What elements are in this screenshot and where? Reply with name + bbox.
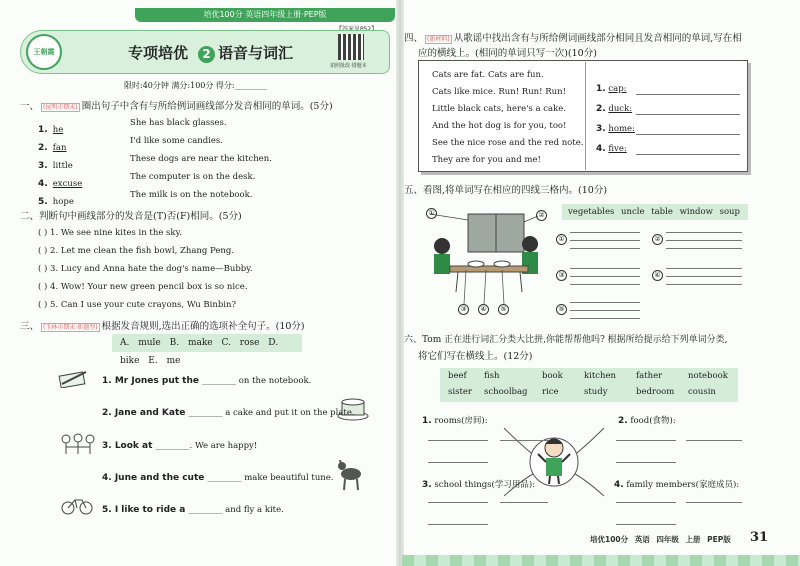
- item-number: 2.: [618, 416, 628, 426]
- section2-sentence: 1. We see nine kites in the sky.: [50, 228, 182, 238]
- tom-character-picture: [494, 408, 614, 514]
- title-part-b: 语音与词汇: [218, 44, 294, 62]
- section5-word-bank: vegetables uncle table window soup: [562, 204, 748, 220]
- poem-line: They are for you and me!: [432, 155, 541, 165]
- four-line-grid-line[interactable]: [666, 276, 742, 277]
- page-title: [128, 42, 293, 63]
- section2-row: [38, 282, 248, 292]
- section3-sentence: [102, 473, 334, 483]
- example-word: fan: [52, 143, 67, 153]
- four-line-grid-line: [666, 232, 742, 233]
- answer-line[interactable]: [616, 502, 676, 503]
- category-name: family members(家庭成员):: [626, 480, 740, 490]
- category-name: school things(学习用品):: [434, 480, 536, 490]
- item-number: 1.: [596, 84, 606, 94]
- item-number: 5.: [38, 197, 48, 207]
- item-number: 2.: [596, 104, 606, 114]
- answer-line[interactable]: [616, 524, 676, 525]
- section2-row: [38, 228, 182, 238]
- sentence-pre: 5. I like to ride a: [102, 505, 189, 515]
- answer-line[interactable]: [428, 440, 488, 441]
- example-word: five:: [608, 144, 627, 154]
- page-number: 31: [750, 530, 769, 545]
- sentence-post: make beautiful tune.: [241, 473, 334, 483]
- answer-line[interactable]: [428, 524, 488, 525]
- four-line-grid-line[interactable]: [570, 276, 640, 277]
- section6-title-line1: 六、Tom 正在进行词汇分类大比拼,你能帮帮他吗? 根据所给提示给下列单词分类,: [404, 335, 728, 345]
- section3-instructions: 根据发音规则,选出正确的选项补全句子。(10分): [101, 321, 305, 332]
- top-banner: 培优100分 英语四年级上册·PEP版: [135, 8, 395, 22]
- word-bank-word: rice: [542, 387, 559, 397]
- section1-title: [20, 98, 333, 112]
- section1-sentence[interactable]: I'd like some candies.: [130, 136, 223, 146]
- answer-paren[interactable]: ( ): [38, 264, 48, 274]
- answer-line[interactable]: [686, 440, 742, 441]
- section3-source-tag: (玉林市期末·新题型): [43, 324, 98, 331]
- answer-line[interactable]: [636, 94, 740, 95]
- brand-logo: 王朝霞: [26, 34, 62, 70]
- section4-word: [596, 124, 635, 134]
- poem-line: And the hot dog is for you, too!: [432, 121, 567, 131]
- category-label: [618, 414, 676, 426]
- four-line-grid-line[interactable]: [666, 240, 742, 241]
- qr-caption: 拍照批改·错题本: [330, 63, 367, 69]
- category-label: [614, 478, 739, 490]
- four-line-grid-line: [570, 248, 640, 249]
- section3-number: 三、: [20, 321, 40, 332]
- section4-number: 四、: [404, 33, 424, 44]
- picture-label-5: ⑤: [498, 304, 509, 315]
- section3-sentence: [102, 376, 311, 386]
- section1-number: 一、: [20, 101, 40, 112]
- word-bank-word: schoolbag: [484, 387, 528, 397]
- category-name: rooms(房间):: [434, 416, 488, 426]
- four-line-grid-line: [666, 284, 742, 285]
- section1-item: [38, 135, 66, 154]
- picture-label-3: ③: [458, 304, 469, 315]
- section4-title-line1: [404, 30, 742, 44]
- poem-line: See the nice rose and the red note.: [432, 138, 584, 148]
- item-number: 2.: [38, 143, 48, 153]
- answer-line[interactable]: [428, 462, 488, 463]
- blank[interactable]: ________: [202, 376, 237, 386]
- answer-line[interactable]: [500, 440, 548, 441]
- answer-paren[interactable]: ( ): [38, 246, 48, 256]
- section1-item: [38, 171, 82, 190]
- word-bank-word: fish: [484, 371, 500, 381]
- sentence-post: a cake and put it on the plate.: [222, 408, 355, 418]
- answer-paren[interactable]: ( ): [38, 300, 48, 310]
- picture-label-4: ④: [478, 304, 489, 315]
- answer-line[interactable]: [616, 440, 676, 441]
- category-name: food(食物):: [630, 416, 676, 426]
- sentence-post: . We are happy!: [189, 441, 258, 451]
- four-line-grid-line: [570, 232, 640, 233]
- example-word: cap:: [608, 84, 627, 94]
- section2-sentence: 4. Wow! Your new green pencil box is so nice.: [50, 282, 248, 292]
- sentence-post: and fly a kite.: [222, 505, 284, 515]
- answer-line[interactable]: [500, 502, 548, 503]
- answer-line[interactable]: [686, 502, 742, 503]
- section3-sentence: [102, 408, 355, 418]
- blank[interactable]: ________: [188, 408, 223, 418]
- sentence-post: on the notebook.: [236, 376, 312, 386]
- time-score-line: 限时:40分钟 满分:100分 得分:________: [124, 81, 267, 90]
- book-spine: [396, 0, 404, 566]
- section4-title-line2: 应的横线上。(相同的单词只写一次)(10分): [418, 48, 597, 59]
- section2-row: [38, 264, 253, 274]
- picture-label-1: ①: [426, 208, 437, 219]
- item-number: 3.: [596, 124, 606, 134]
- sentence-pre: 4. June and the cute: [102, 473, 208, 483]
- answer-paren[interactable]: ( ): [38, 282, 48, 292]
- item-number: 3.: [422, 480, 432, 490]
- section2-title: 二、判断句中画线部分的发音是(T)否(F)相同。(5分): [20, 211, 242, 222]
- section6-title-line2: 将它们写在横线上。(12分): [418, 351, 533, 362]
- blank[interactable]: ________: [155, 441, 190, 451]
- section2-row: [38, 300, 236, 310]
- title-part-a: 专项培优: [128, 44, 189, 62]
- word-bank-word: father: [636, 371, 663, 381]
- example-word: he: [52, 125, 64, 135]
- section4-source-tag: (新材料): [427, 36, 450, 43]
- answer-line[interactable]: [616, 462, 676, 463]
- four-line-grid-line[interactable]: [570, 310, 640, 311]
- four-line-grid-line: [666, 268, 742, 269]
- item-number: 1.: [38, 125, 48, 135]
- decorative-border: [402, 555, 800, 566]
- word-bank-word: beef: [448, 371, 467, 381]
- picture-label-2: ②: [536, 210, 547, 221]
- section1-item: [38, 117, 63, 136]
- four-line-grid-line[interactable]: [570, 240, 640, 241]
- answer-line[interactable]: [636, 114, 740, 115]
- answer-line[interactable]: [428, 502, 488, 503]
- answer-label-3: ③: [556, 270, 567, 281]
- section4-instructions: 从歌谣中找出含有与所给例词画线部分相同且发音相同的单词,写在相: [453, 33, 742, 44]
- notebook-pen-icon: [58, 368, 90, 388]
- example-word: duck:: [608, 104, 633, 114]
- section1-instructions: 圈出句子中含有与所给例词画线部分发音相同的单词。(5分): [81, 101, 333, 112]
- section2-sentence: 5. Can I use your cute crayons, Wu Binbin?: [50, 300, 237, 310]
- section4-word: [596, 144, 627, 154]
- word-bank-word: notebook: [688, 371, 728, 381]
- four-line-grid-line: [570, 302, 640, 303]
- item-number: 4.: [596, 144, 606, 154]
- section1-sentence[interactable]: The milk is on the notebook.: [130, 190, 253, 200]
- section2-row: [38, 246, 234, 256]
- category-label: [422, 414, 488, 426]
- word-bank-word: cousin: [688, 387, 716, 397]
- bike-icon: [60, 496, 94, 516]
- answer-label-1: ①: [556, 234, 567, 245]
- example-word: little: [52, 161, 73, 171]
- title-number-badge: 2: [198, 46, 215, 63]
- poem-line: Cats are fat. Cats are fun.: [432, 70, 544, 80]
- item-number: 1.: [422, 416, 432, 426]
- section4-word: [596, 84, 627, 94]
- sentence-pre: 3. Look at: [102, 441, 156, 451]
- section1-sentence[interactable]: She has black glasses.: [130, 118, 227, 128]
- example-word: hope: [52, 197, 74, 207]
- four-line-grid-line: [666, 248, 742, 249]
- section3-sentence: [102, 505, 284, 515]
- children-group-icon: [58, 432, 98, 460]
- answer-paren[interactable]: ( ): [38, 228, 48, 238]
- word-bank-word: kitchen: [584, 371, 617, 381]
- section3-sentence: [102, 441, 257, 451]
- donkey-icon: [336, 458, 366, 492]
- sentence-pre: 2. Jane and Kate: [102, 408, 189, 418]
- word-bank-word: book: [542, 371, 563, 381]
- section1-item: [38, 153, 73, 172]
- kitchen-scene-picture: [426, 200, 552, 314]
- word-bank-word: sister: [448, 387, 472, 397]
- item-number: 3.: [38, 161, 48, 171]
- four-line-grid-line: [570, 284, 640, 285]
- example-word: home:: [608, 124, 635, 134]
- section5-title: 五、看图,将单词写在相应的四线三格内。(10分): [404, 185, 608, 196]
- qr-code-icon[interactable]: [338, 34, 364, 60]
- answer-label-4: ④: [652, 270, 663, 281]
- answer-line[interactable]: [636, 154, 740, 155]
- four-line-grid-line: [570, 318, 640, 319]
- answer-label-5: ⑤: [556, 304, 567, 315]
- section1-source-tag: (昆明市期末): [43, 104, 78, 111]
- poem-divider: [585, 62, 586, 170]
- word-bank-word: bedroom: [636, 387, 675, 397]
- section4-word: [596, 104, 632, 114]
- section3-options: A. mule B. make C. rose D. bike E. me: [112, 334, 302, 352]
- blank[interactable]: ________: [207, 473, 242, 483]
- blank[interactable]: ________: [188, 505, 223, 515]
- item-number: 4.: [38, 179, 48, 189]
- poem-line: Little black cats, here's a cake.: [432, 104, 566, 114]
- poem-line: Cats like mice. Run! Run! Run!: [432, 87, 567, 97]
- example-word: excuse: [52, 179, 83, 189]
- section2-sentence: 2. Let me clean the fish bowl, Zhang Peng.: [50, 246, 235, 256]
- page-footer: 培优100分 英语 四年级 上册 PEP版: [590, 535, 731, 544]
- category-label: [422, 478, 535, 490]
- answer-line[interactable]: [636, 134, 740, 135]
- word-bank-word: study: [584, 387, 608, 397]
- four-line-grid-line: [570, 268, 640, 269]
- section1-sentence[interactable]: These dogs are near the kitchen.: [130, 154, 272, 164]
- section1-sentence[interactable]: The computer is on the desk.: [130, 172, 256, 182]
- section3-title: [20, 318, 305, 332]
- item-number: 4.: [614, 480, 624, 490]
- answer-label-2: ②: [652, 234, 663, 245]
- section1-item: [38, 189, 74, 208]
- sentence-pre: 1. Mr Jones put the: [102, 376, 203, 386]
- section2-sentence: 3. Lucy and Anna hate the dog's name—Bubby.: [50, 264, 253, 274]
